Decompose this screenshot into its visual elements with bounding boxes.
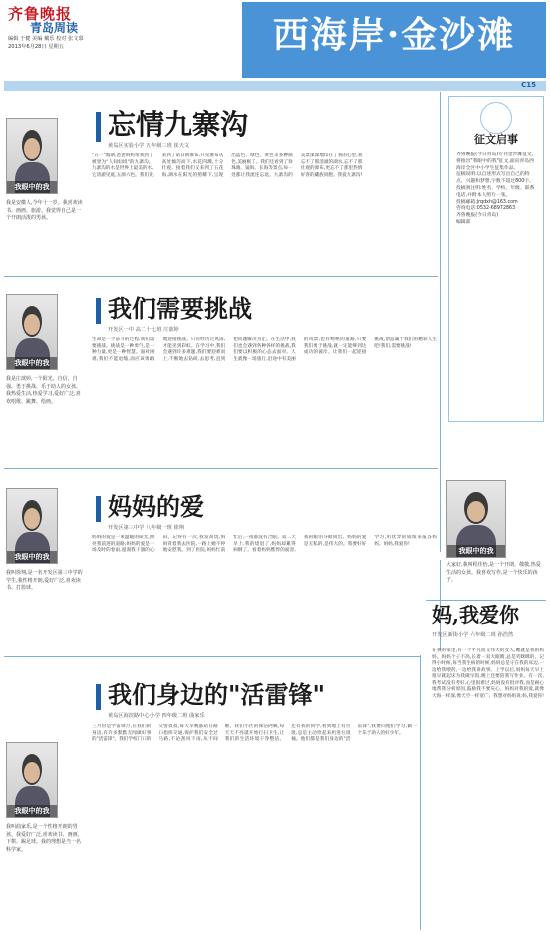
section-divider [4,656,420,657]
article1-photo [6,118,58,194]
section-divider [4,468,438,469]
photo-tag: 我眼中的我 [7,181,57,193]
article2-caption: 我是庄歆婷,一个阳光、自信、自强、勇于挑战、乐于助人的女孩。我热爱生活,热爱学习,爱好广泛,喜欢唱歌、跳舞、绘画。 [6,376,82,405]
article5-byline: 黄岛区海滨路中心小学 四年级二班 曲家乐 [108,713,205,719]
article1-title: 忘情九寨沟 [108,108,249,141]
notice-emblem [480,102,512,134]
article2-title: 我们需要挑战 [108,294,252,323]
article3-title: 妈妈的爱 [108,492,204,521]
sidebar-caption: 大家好,我叫程佳怡,是一个开朗、敬敬,热爱生活的女孩。我喜欢写作,是一个快乐的孩子。 [446,562,541,583]
masthead-staff: 编辑 于健 美编 戴乐 校对 张文慕 2013年6月28日 星期五 [8,36,84,50]
photo-tag: 我眼中的我 [7,551,57,563]
section-banner [242,2,546,78]
article5-body: 三月份是学雷锋月,在我们的身边,有许多默默无闻做好事的"活雷锋"。我们学校门口的交警叔叔,每天早晚都站在路口指挥交通,保护我们安全过马路,不论刮风下雨,从不间断。我们小区的保洁阿姨,每天天不亮就开始打扫卫生,让我们的生活环境干净整洁。还有我的同学,看到地上有垃圾,总是主动捡起来扔进垃圾桶。他们都是我们身边的"活雷锋",我要向他们学习,做一个乐于助人的好少年。 [92,724,417,743]
section-divider [426,600,546,601]
article2-body: 生命是一个奋斗的过程,我们需要挑战。挑战是一种勇气,是一种力量,更是一种智慧。面对困难,我们不能退缩,而应该勇敢地迎接挑战。只有经历过风雨,才能见到彩虹。在学习中,我们会遇到许多难题,我们要迎难而上,不断地去钻研,去思考,直到把问题解决为止。在生活中,我们也会遇到各种各样的挑战,我们要以积极的心态去面对。人生就像一场旅行,沿途中有美丽的风景,也有崎岖的道路,只要我们勇于挑战,就一定能够到达成功的彼岸。让我们一起迎接挑战,创造属于我们的精彩人生吧!我们,需要挑战! [92,337,437,362]
article1-body: "五一"假期,爸爸妈妈带我到了被誉为"人间仙境"的九寨沟。九寨沟的水是世界上最美的水,它清澈见底,五颜六色。我们先来到了诺日朗瀑布,只见瀑布从高处倾泻而下,水花四溅,十分壮观。接着我们又来到了五花海,湖水在阳光的照耀下,呈现出蓝色、绿色、黄色等多种颜色,美丽极了。我们还看到了珍珠滩、镜海、长海等景点,每一处都让我流连忘返。九寨沟的美景深深地印在了我的心里,我忘不了那清澈的湖水,忘不了那壮观的瀑布,更忘不了那里热情好客的藏族同胞。我爱九寨沟! [92,153,363,178]
headline-bar [96,684,101,710]
photo-tag: 我眼中的我 [7,805,57,817]
notice-title: 征文启事 [474,133,518,146]
article5-caption: 我叫曲家乐,是一个性格开朗的男孩。我爱好广泛,喜欢读书、画画、下棋、踢足球。我的理想是当一名科学家。 [6,824,83,853]
article1-byline: 黄岛区实验小学 五年级三班 崔天文 [108,143,190,149]
notice-body: 齐鲁晚报(今日青岛)专刊金沙滩征文,将推出"我眼中的我"征文,面向青岛西海岸全区中小学生征集作品。 征稿说明:以自述形式写出自己的特点、兴趣和梦想,字数不超过800字。 投稿须注明:姓名、学校、年级、联系电话,并附本人照片一张。 投稿邮箱:jrqdxh@163.com 咨询电话:0532-68972863 齐鲁晚报(今日青岛) 编辑部 [456,152,535,225]
headline-bar [96,112,101,142]
banner-title: 西海岸·金沙滩 [272,14,516,56]
column-divider [420,655,421,930]
article5-photo [6,742,58,818]
column-divider [440,92,441,552]
sidebar-photo [446,480,506,558]
article4-body: 在我的家里,有一个平凡而又伟大的女人,她就是我的妈妈。妈妈个子不高,长着一双大眼睛,总是笑眯眯的。记得小时候,每当我生病的时候,妈妈总是守在我的床边,一边给我喂药,一边给我讲故事。上学以后,妈妈每天早上很早就起床为我做早饭,晚上还要陪我写作业。有一次,我考试没有考好,心里很难过,妈妈没有批评我,而是耐心地帮我分析原因,鼓励我不要灰心。妈妈对我的爱,就像大海一样深,像天空一样宽广。我想对妈妈说:妈,我爱你! [432,648,544,699]
headline-bar [96,298,101,324]
article2-photo [6,294,58,370]
photo-tag: 我眼中的我 [447,545,505,557]
article3-photo [6,488,58,564]
section-divider [4,276,438,277]
article3-body: 妈妈的爱是一束温暖的阳光,照亮我前进的道路;妈妈的爱是一场及时的春雨,滋润我干涸的心田。记得有一次,我发高烧,妈妈背着我去医院,一路上她不停地安慰我。到了医院,妈妈忙前忙后,一夜都没有合眼。第二天早上,我的烧退了,妈妈却累得病倒了。看着妈妈憔悴的面容,我的眼泪夺眶而出。妈妈的爱是无私的,是伟大的。我要好好学习,用优异的成绩来报答妈妈。妈妈,我爱你! [92,535,437,554]
headline-bar [96,496,101,522]
section-name: 青岛周读 [30,21,79,35]
photo-tag: 我眼中的我 [7,357,57,369]
article3-byline: 开发区第三中学 八年级一班 徐翔 [108,525,184,531]
page-bar [4,81,546,91]
article2-byline: 开发区一中 高二十七班 庄歆婷 [108,327,179,333]
article4-byline: 开发区新街小学 六年级二班 孙浩然 [432,632,514,638]
article4-title: 妈,我爱你 [432,603,519,627]
article1-caption: 我是安徽人,今年十一岁。我喜欢读书、画画、旅游。我觉得自己是一个开朗活泼的男孩。 [6,200,83,221]
article3-caption: 我叫徐翔,是一名开发区第三中学的学生,我性格开朗,爱好广泛,喜欢读书、打篮球。 [6,570,83,591]
newspaper-name: 齐鲁晚报 [8,5,73,23]
page-number: C15 [521,81,536,89]
article5-title: 我们身边的"活雷锋" [108,680,326,709]
